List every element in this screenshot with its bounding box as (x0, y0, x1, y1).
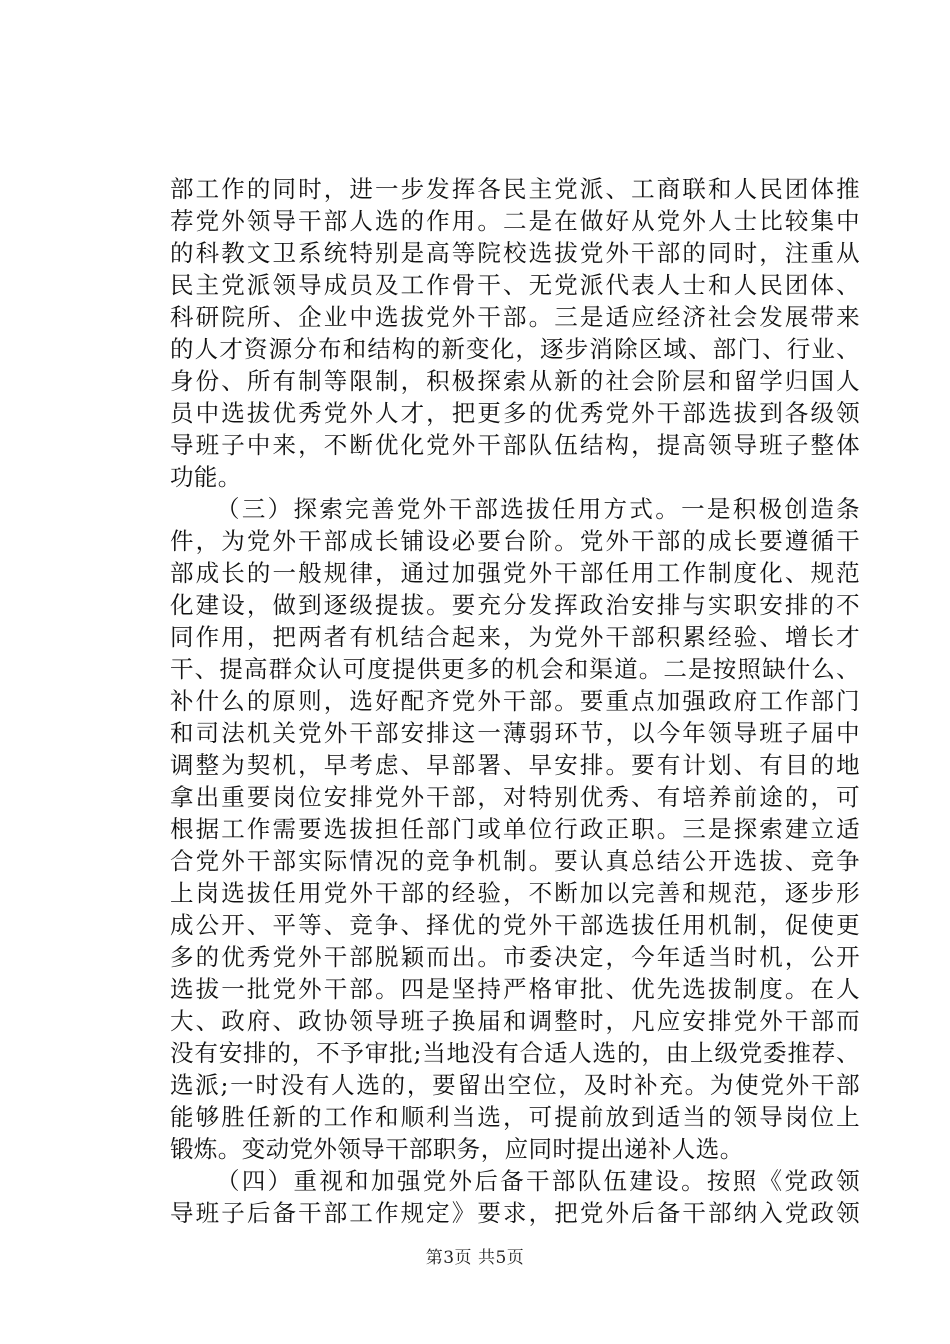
text-line: 根据工作需要选拔担任部门或单位行政正职。三是探索建立适 (170, 815, 860, 843)
text-line: 身份、所有制等限制，积极探索从新的社会阶层和留学归国人 (170, 367, 860, 395)
text-line: 合党外干部实际情况的竞争机制。要认真总结公开选拔、竞争 (170, 847, 860, 875)
text-line: 导班子中来，不断优化党外干部队伍结构，提高领导班子整体 (170, 431, 860, 459)
text-line: 的人才资源分布和结构的新变化，逐步消除区域、部门、行业、 (170, 335, 860, 363)
text-line: 科研院所、企业中选拔党外干部。三是适应经济社会发展带来 (170, 303, 860, 331)
text-line: 干、提高群众认可度提供更多的机会和渠道。二是按照缺什么、 (170, 655, 860, 683)
text-line: 选拔一批党外干部。四是坚持严格审批、优先选拔制度。在人 (170, 975, 860, 1003)
text-line: 民主党派领导成员及工作骨干、无党派代表人士和人民团体、 (170, 271, 860, 299)
text-line: 功能。 (170, 463, 242, 491)
text-line: 导班子后备干部工作规定》要求，把党外后备干部纳入党政领 (170, 1199, 860, 1227)
text-line: 部成长的一般规律，通过加强党外干部任用工作制度化、规范 (170, 559, 860, 587)
page-footer: 第3页 共5页 (425, 1248, 525, 1268)
text-line: 上岗选拔任用党外干部的经验，不断加以完善和规范，逐步形 (170, 879, 860, 907)
text-line: 同作用，把两者有机结合起来，为党外干部积累经验、增长才 (170, 623, 860, 651)
text-line: 选派;一时没有人选的，要留出空位，及时补充。为使党外干部 (170, 1071, 860, 1099)
text-line: 成公开、平等、竞争、择优的党外干部选拔任用机制，促使更 (170, 911, 860, 939)
text-line: 锻炼。变动党外领导干部职务，应同时提出递补人选。 (170, 1135, 744, 1163)
text-line: 的科教文卫系统特别是高等院校选拔党外干部的同时，注重从 (170, 239, 860, 267)
text-line: 和司法机关党外干部安排这一薄弱环节，以今年领导班子届中 (170, 719, 860, 747)
text-line: 调整为契机，早考虑、早部署、早安排。要有计划、有目的地 (170, 751, 860, 779)
text-line: （四）重视和加强党外后备干部队伍建设。按照《党政领 (216, 1167, 860, 1195)
text-line: 部工作的同时，进一步发挥各民主党派、工商联和人民团体推 (170, 175, 860, 203)
body-text (170, 173, 860, 1229)
text-line: 荐党外领导干部人选的作用。二是在做好从党外人士比较集中 (170, 207, 860, 235)
text-line: 拿出重要岗位安排党外干部，对特别优秀、有培养前途的，可 (170, 783, 860, 811)
text-line: （三）探索完善党外干部选拔任用方式。一是积极创造条 (216, 495, 860, 523)
text-line: 补什么的原则，选好配齐党外干部。要重点加强政府工作部门 (170, 687, 860, 715)
text-line: 化建设，做到逐级提拔。要充分发挥政治安排与实职安排的不 (170, 591, 860, 619)
text-line: 能够胜任新的工作和顺利当选，可提前放到适当的领导岗位上 (170, 1103, 860, 1131)
text-line: 员中选拔优秀党外人才，把更多的优秀党外干部选拔到各级领 (170, 399, 860, 427)
text-line: 件，为党外干部成长铺设必要台阶。党外干部的成长要遵循干 (170, 527, 860, 555)
text-line: 大、政府、政协领导班子换届和调整时，凡应安排党外干部而 (170, 1007, 860, 1035)
text-line: 多的优秀党外干部脱颖而出。市委决定，今年适当时机，公开 (170, 943, 860, 971)
text-line: 没有安排的，不予审批;当地没有合适人选的，由上级党委推荐、 (170, 1039, 860, 1067)
